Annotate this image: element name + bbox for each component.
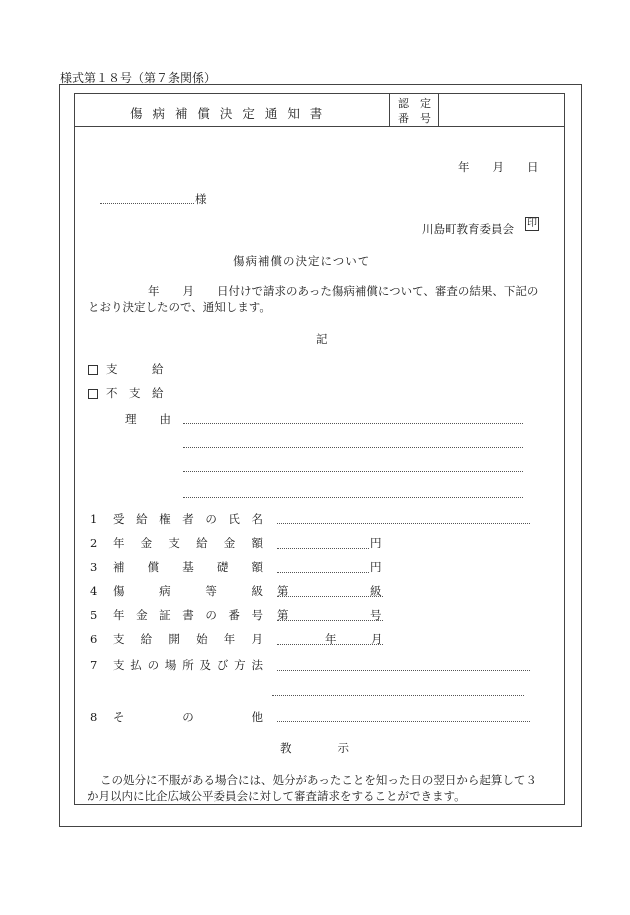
document-title: 傷 病 補 償 決 定 通 知 書 bbox=[130, 106, 326, 121]
cert-label-2: 番 号 bbox=[398, 112, 431, 125]
option-no-pay[interactable]: 不 支 給 bbox=[88, 385, 164, 401]
option-pay[interactable]: 支 給 bbox=[88, 361, 164, 377]
other-field[interactable] bbox=[277, 721, 530, 722]
base-amount-field[interactable] bbox=[277, 572, 369, 573]
reason-line[interactable] bbox=[183, 423, 523, 424]
pension-amount-field[interactable] bbox=[277, 548, 369, 549]
ki-heading: 記 bbox=[316, 332, 328, 346]
notice-line-1: この処分に不服がある場合には、処分があったことを知った日の翌日から起算して３ bbox=[100, 773, 537, 787]
body-line-2: とおり決定したので、通知します。 bbox=[88, 300, 271, 314]
subject-line: 傷病補償の決定について bbox=[233, 254, 371, 268]
inner-frame bbox=[74, 93, 565, 805]
cert-number-field[interactable] bbox=[441, 97, 559, 123]
yen-unit: 円 bbox=[370, 560, 382, 574]
issuer-name: 川島町教育委員会 bbox=[422, 222, 514, 236]
year-month-unit: 年 月 bbox=[325, 632, 383, 646]
item-row: 5 年金証書の番号 bbox=[90, 608, 263, 622]
cert-prefix: 第 bbox=[277, 608, 289, 622]
date-line: 年 月 日 bbox=[458, 160, 539, 174]
cert-suffix: 号 bbox=[370, 608, 382, 622]
item-row: 6 支給開始年月 bbox=[90, 632, 263, 646]
reason-line[interactable] bbox=[183, 471, 523, 472]
item-row: 4 傷病等級 bbox=[90, 584, 263, 598]
reason-label: 理 由 bbox=[125, 412, 171, 426]
addressee-suffix: 様 bbox=[195, 192, 207, 206]
name-field[interactable] bbox=[277, 523, 530, 524]
addressee-field[interactable] bbox=[100, 203, 194, 204]
grade-field[interactable] bbox=[277, 596, 383, 597]
grade-prefix: 第 bbox=[277, 584, 289, 598]
notice-line-2: か月以内に比企広域公平委員会に対して審査請求をすることができます。 bbox=[87, 789, 466, 803]
checkbox-icon[interactable] bbox=[88, 365, 98, 375]
certificate-number-field[interactable] bbox=[277, 620, 383, 621]
item-row: 2 年金支給金額 bbox=[90, 536, 263, 550]
reason-line[interactable] bbox=[183, 447, 523, 448]
item-row: 8 そ の 他 bbox=[90, 710, 263, 724]
payment-method-field[interactable] bbox=[277, 670, 530, 671]
reason-line[interactable] bbox=[183, 497, 523, 498]
kyoji-heading: 教 示 bbox=[280, 741, 349, 755]
body-line-1: 年 月 日付けで請求のあった傷病補償について、審査の結果、下記の bbox=[148, 284, 539, 298]
seal-mark: 印 bbox=[527, 218, 537, 229]
checkbox-icon[interactable] bbox=[88, 389, 98, 399]
form-number: 様式第１８号（第７条関係） bbox=[60, 71, 217, 85]
item-row: 1 受給権者の氏名 bbox=[90, 512, 263, 526]
yen-unit: 円 bbox=[370, 536, 382, 550]
item-row: 7 支払の場所及び方法 bbox=[90, 658, 263, 672]
payment-method-field[interactable] bbox=[272, 695, 524, 696]
grade-suffix: 級 bbox=[370, 584, 382, 598]
cert-label-1: 認 定 bbox=[398, 97, 431, 110]
item-row: 3 補償基礎額 bbox=[90, 560, 263, 574]
